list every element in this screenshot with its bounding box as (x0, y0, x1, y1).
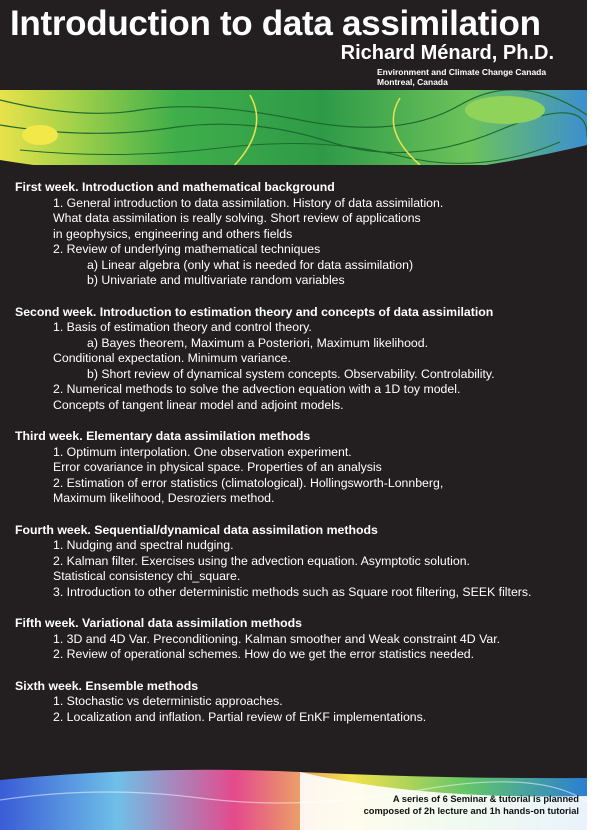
affiliation (377, 67, 546, 87)
week-section (15, 305, 583, 414)
syllabus-line: What data assimilation is really solving. Short review of applications (53, 211, 421, 225)
page-title: Introduction to data assimilation (10, 4, 541, 43)
syllabus-line: 1. General introduction to data assimilation. History of data assimilation. (53, 195, 444, 210)
footer-line: composed of 2h lecture and 1h hands-on tutorial (363, 806, 579, 816)
syllabus-line: Conditional expectation. Minimum variance. (53, 351, 291, 365)
footer-line: A series of 6 Seminar & tutorial is planned (392, 794, 579, 804)
footer-note (364, 793, 579, 817)
syllabus-line: 1. Basis of estimation theory and control theory. (53, 320, 312, 334)
syllabus-line: 2. Kalman filter. Exercises using the advection equation. Asymptotic solution. (53, 553, 470, 568)
syllabus-line: b) Short review of dynamical system concepts. Observability. Controlability. (87, 366, 495, 381)
syllabus-line: 2. Numerical methods to solve the advection equation with a 1D toy model. (53, 382, 461, 396)
syllabus-line: 3. Introduction to other deterministic methods such as Square root filtering, SEEK filters. (53, 584, 532, 599)
syllabus-line: 2. Review of operational schemes. How do we get the error statistics needed. (53, 647, 475, 661)
syllabus-line: a) Linear algebra (only what is needed for data assimilation) (87, 257, 414, 272)
syllabus-line: 2. Localization and inflation. Partial review of EnKF implementations. (53, 709, 427, 724)
week-heading: Third week. Elementary data assimilation methods (15, 429, 311, 443)
syllabus-line: 2. Review of underlying mathematical techniques (53, 242, 321, 256)
affiliation-org: Environment and Climate Change Canada (377, 67, 547, 77)
syllabus-line: 1. Nudging and spectral nudging. (53, 538, 234, 552)
author-name: Richard Ménard, Ph.D. (340, 42, 554, 64)
week-section (15, 429, 583, 507)
syllabus-line: b) Univariate and multivariate random variables (87, 273, 345, 287)
syllabus-line: 1. 3D and 4D Var. Preconditioning. Kalman smoother and Weak constraint 4D Var. (53, 631, 501, 646)
syllabus-line: in geophysics, engineering and others fields (53, 226, 293, 241)
syllabus-line: 2. Estimation of error statistics (climatological). Hollingsworth-Lonnberg, (53, 475, 444, 490)
affiliation-city: Montreal, Canada (377, 77, 448, 87)
syllabus-line: 1. Optimum interpolation. One observation experiment. (53, 444, 352, 459)
week-heading: Second week. Introduction to estimation theory and concepts of data assimilation (15, 304, 494, 319)
week-heading: Sixth week. Ensemble methods (15, 678, 199, 693)
week-section (15, 616, 583, 663)
week-section (15, 523, 583, 601)
week-heading: First week. Introduction and mathematical background (15, 180, 335, 194)
syllabus-line: 1. Stochastic vs deterministic approaches. (53, 694, 283, 708)
week-heading: Fourth week. Sequential/dynamical data assimilation methods (15, 522, 378, 537)
map-banner-top (0, 90, 587, 185)
syllabus-line: a) Bayes theorem, Maximum a Posteriori, Maximum likelihood. (87, 335, 429, 350)
syllabus-line: Concepts of tangent linear model and adjoint models. (53, 397, 344, 412)
syllabus-line: Error covariance in physical space. Properties of an analysis (53, 460, 382, 474)
syllabus-line: Maximum likelihood, Desroziers method. (53, 491, 275, 505)
week-section (15, 180, 583, 289)
week-section (15, 679, 583, 726)
week-heading: Fifth week. Variational data assimilation methods (15, 616, 303, 630)
syllabus-line: Statistical consistency chi_square. (53, 569, 241, 583)
syllabus (15, 180, 583, 741)
